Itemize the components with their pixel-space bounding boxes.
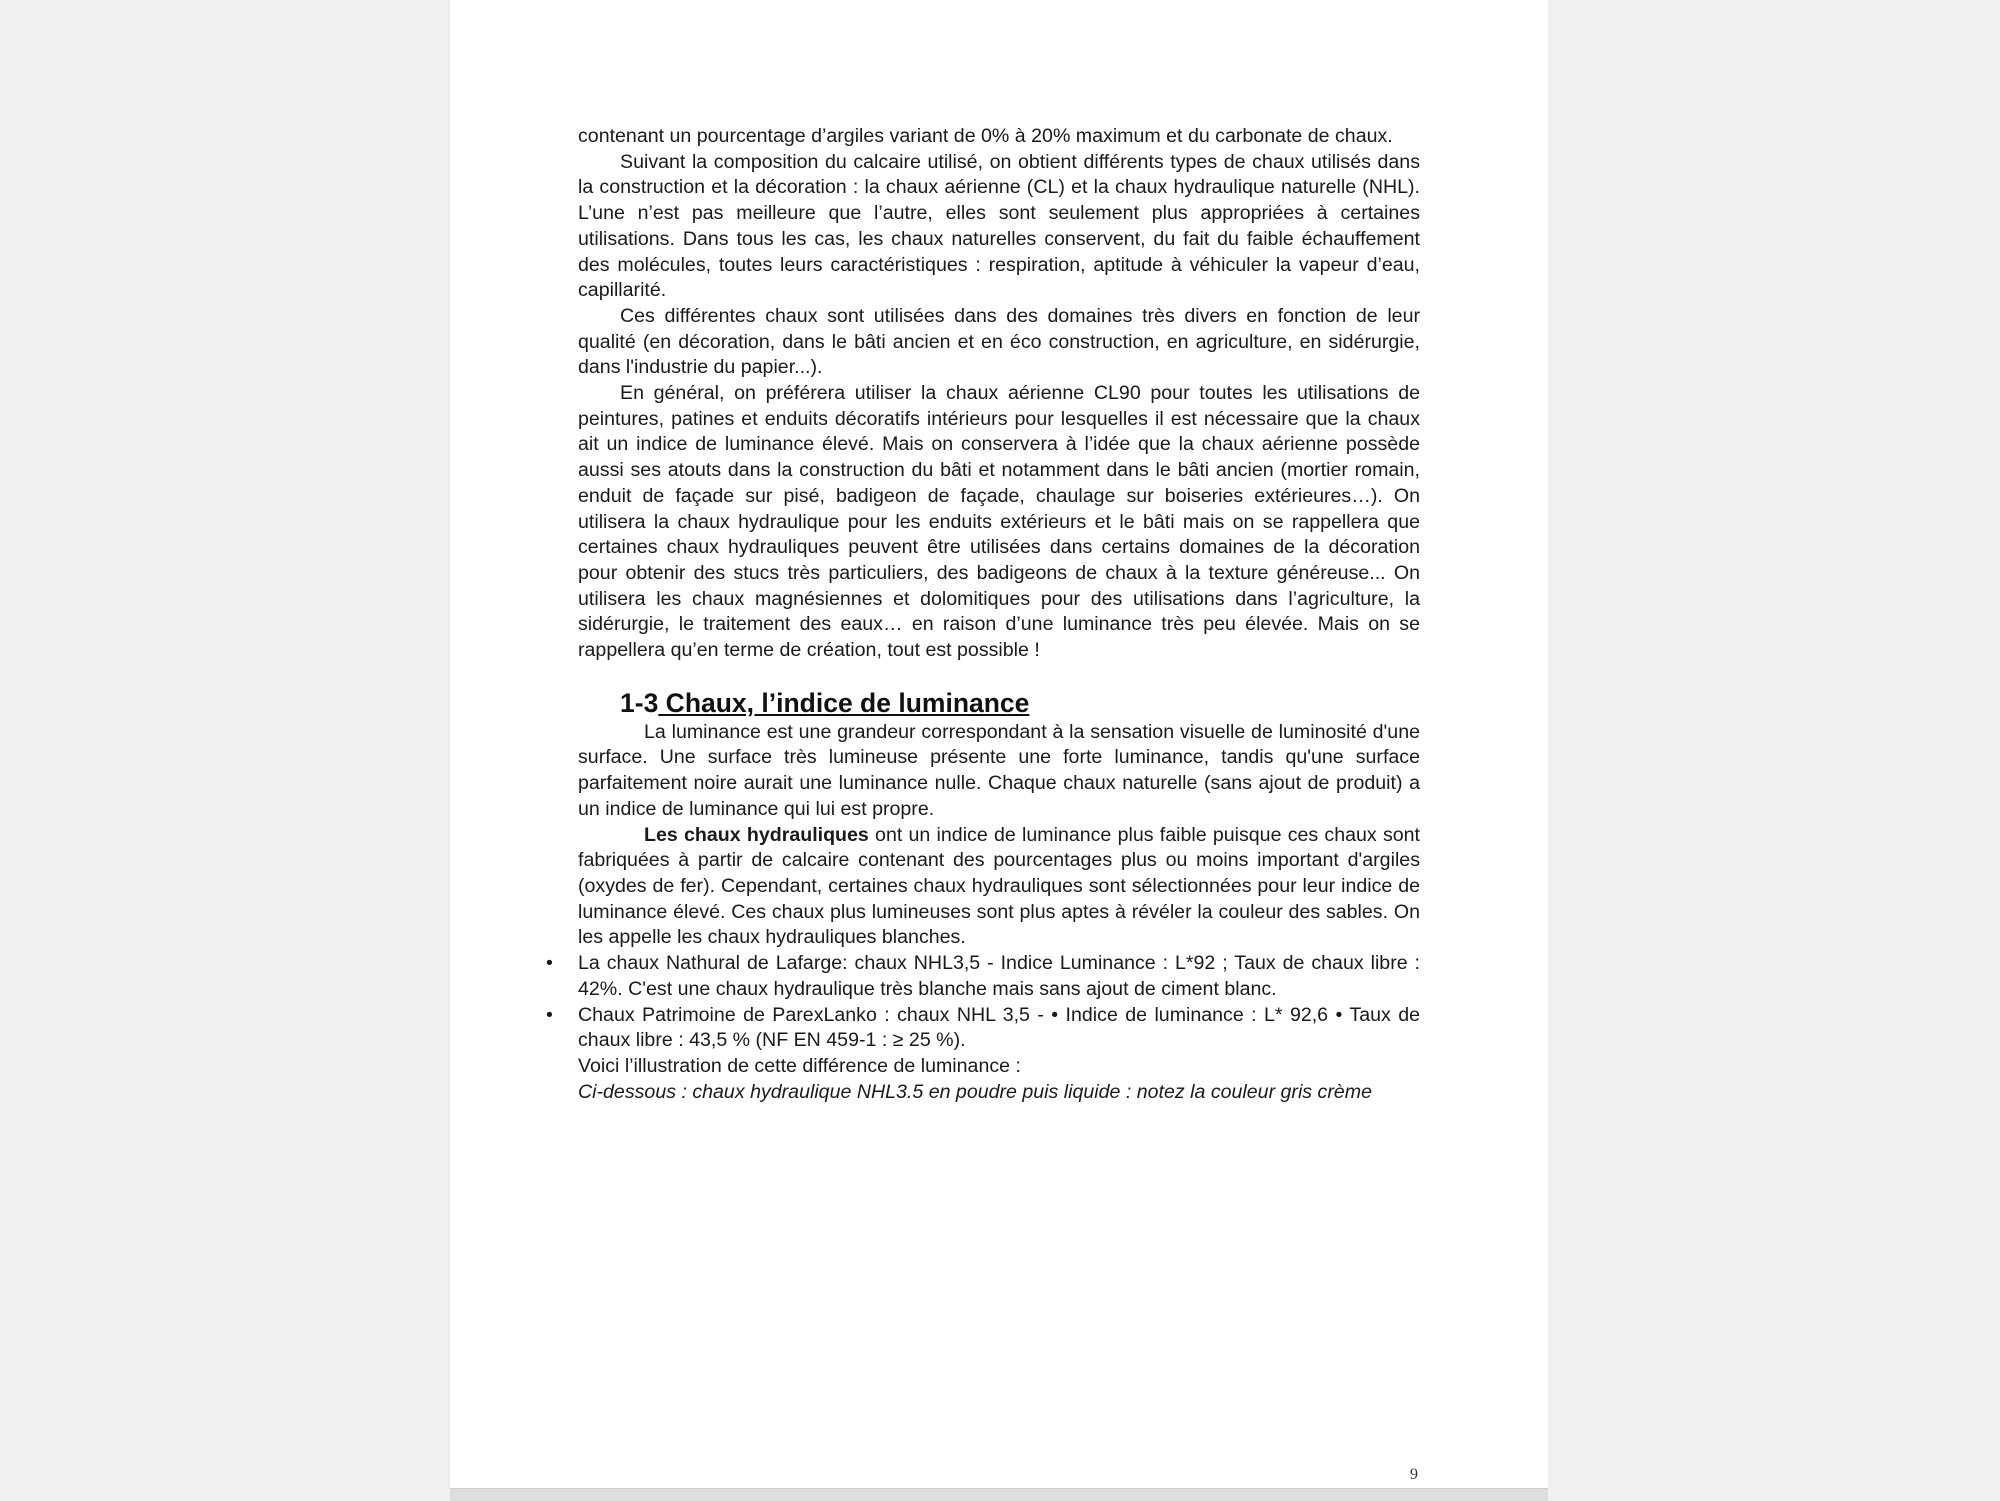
closing-line: Voici l’illustration de cette différence de luminance : <box>578 1054 1021 1077</box>
paragraph-continuation: contenant un pourcentage d’argiles variant de 0% à 20% maximum et du carbonate de chaux. <box>578 125 1393 147</box>
bullet-icon: • <box>546 1003 553 1026</box>
paragraph-uses-of-lime: Ces différentes chaux sont utilisées dans des domaines très divers en fonction de leur qualité (en décoration, dans le bâti ancien et en éco construction, en agriculture, en sidérurgie, dans l'industrie du papier...). <box>578 304 1420 379</box>
page-number: 9 <box>1410 1466 1418 1483</box>
bold-lead-hydraulic-lime: Les chaux hydrauliques <box>644 823 869 846</box>
section-heading <box>620 686 1420 720</box>
hydraulic-lime-text: ont un indice de luminance plus faible puisque ces chaux sont fabriquées à partir de calcaire contenant des pourcentages plus ou moins important d'argiles (oxydes de fer). Cependant, certaines chaux hydrauliques sont sélectionnées pour leur indice de luminance élevé. Ces chaux plus lumineuses sont plus aptes à révéler la couleur des sables. On les appelle les chaux hydrauliques blanches. <box>578 823 1420 949</box>
paragraph-hydraulic-lime <box>578 823 1420 952</box>
bullet-icon: • <box>546 952 553 975</box>
list-item <box>546 1003 1420 1054</box>
paragraph-general-recommendations: En général, on préférera utiliser la chaux aérienne CL90 pour toutes les utilisations de peintures, patines et enduits décoratifs intérieurs pour lesquelles il est nécessaire que la chaux ait un indice de luminance élevé. Mais on conservera à l’idée que la chaux aérienne possède aussi ses atouts dans la construction du bâti et notamment dans le bâti ancien (mortier romain, enduit de façade sur pisé, badigeon de façade, chaulage sur boiseries extérieures…). On utilisera la chaux hydraulique pour les enduits extérieurs et le bâti mais on se rappellera que certaines chaux hydrauliques peuvent être utilisées dans certains domaines de la décoration pour obtenir des stucs très particuliers, des badigeons de chaux à la texture généreuse... On utilisera les chaux magnésiennes et dolomitiques pour des utilisations dans l’agriculture, la sidérurgie, le traitement des eaux… en raison d’une luminance très peu élevée. Mais on se rappellera qu’en terme de création, tout est possible ! <box>578 382 1420 662</box>
section-title: Chaux, l’indice de luminance <box>658 687 1030 718</box>
list-item-text: La chaux Nathural de Lafarge: chaux NHL3,5 - Indice Luminance : L*92 ; Taux de chaux libre : 42%. C'est une chaux hydraulique très blanche mais sans ajout de ciment blanc. <box>578 952 1420 1000</box>
bullet-list <box>546 951 1420 1054</box>
document-page <box>450 0 1548 1488</box>
page-bottom-edge <box>450 1488 1548 1501</box>
figure-caption: Ci-dessous : chaux hydraulique NHL3.5 en poudre puis liquide : notez la couleur gris crème <box>578 1080 1372 1103</box>
paragraph-luminance-definition: La luminance est une grandeur correspondant à la sensation visuelle de luminosité d'une surface. Une surface très lumineuse présente une forte luminance, tandis qu'une surface parfaitement noire aurait une luminance nulle. Chaque chaux naturelle (sans ajout de produit) a un indice de luminance qui lui est propre. <box>578 720 1420 820</box>
paragraph-types-of-lime: Suivant la composition du calcaire utilisé, on obtient différents types de chaux utilisés dans la construction et la décoration : la chaux aérienne (CL) et la chaux hydraulique naturelle (NHL). L’une n’est pas meilleure que l’autre, elles sont seulement plus appropriées à certaines utilisations. Dans tous les cas, les chaux naturelles conservent, du fait du faible échauffement des molécules, toutes leurs caractéristiques : respiration, aptitude à véhiculer la vapeur d’eau, capillarité. <box>578 150 1420 302</box>
list-item <box>546 951 1420 1002</box>
list-item-text: Chaux Patrimoine de ParexLanko : chaux NHL 3,5 - • Indice de luminance : L* 92,6 • Taux de chaux libre : 43,5 % (NF EN 459-1 : ≥ 25 %). <box>578 1003 1420 1052</box>
section-number: 1-3 <box>620 687 659 718</box>
page-content <box>546 124 1420 1105</box>
